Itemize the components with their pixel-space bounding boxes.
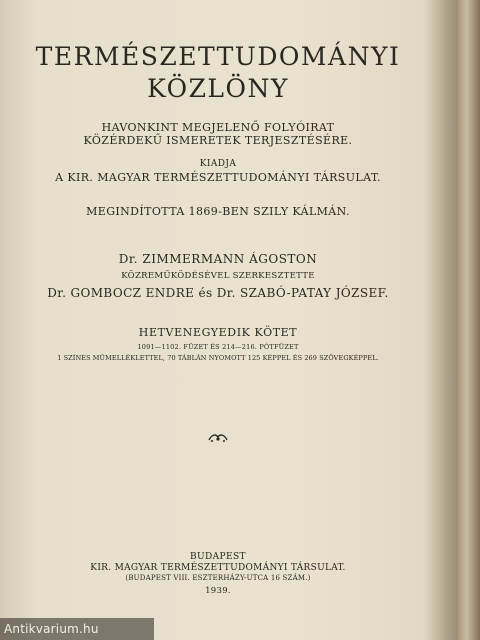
volume-issues: 1091—1102. FÜZET ÉS 214—216. PÓTFÜZET <box>137 343 299 351</box>
editor-role: KÖZREMŰKÖDÉSÉVEL SZERKESZTETTE <box>121 271 315 281</box>
title-line-2: KÖZLÖNY <box>147 74 289 103</box>
co-editors: Dr. GOMBOCZ ENDRE és Dr. SZABÓ-PATAY JÓZSEF. <box>47 286 389 300</box>
publisher-name: A KIR. MAGYAR TERMÉSZETTUDOMÁNYI TÁRSULAT. <box>55 171 381 184</box>
ornament-icon <box>206 430 230 444</box>
watermark-label: Antikvarium.hu <box>0 618 154 640</box>
title-page <box>8 0 428 640</box>
imprint-city: BUDAPEST <box>190 552 246 562</box>
subtitle-line-2: KÖZÉRDEKŰ ISMERETEK TERJESZTÉSÉRE. <box>83 134 353 147</box>
chief-editor: Dr. ZIMMERMANN ÁGOSTON <box>118 252 318 266</box>
imprint-address: (BUDAPEST VIII. ESZTERHÁZY-UTCA 16 SZÁM.) <box>125 574 311 582</box>
imprint-year: 1939. <box>205 586 231 596</box>
title-line-1: TERMÉSZETTUDOMÁNYI <box>35 42 401 71</box>
volume-illustrations: 1 SZÍNES MŰMELLÉKLETTEL, 70 TÁBLÁN NYOMOTT 125 KÉPPEL ÉS 269 SZÖVEGKÉPPEL. <box>57 354 379 362</box>
imprint-publisher: KIR. MAGYAR TERMÉSZETTUDOMÁNYI TÁRSULAT. <box>90 563 346 573</box>
subtitle-line-1: HAVONKINT MEGJELENŐ FOLYÓIRAT <box>101 121 335 134</box>
volume-title: HETVENEGYEDIK KÖTET <box>138 326 298 339</box>
publisher-intro: KIADJA <box>199 159 237 169</box>
founded-note: MEGINDÍTOTTA 1869-BEN SZILY KÁLMÁN. <box>86 205 350 218</box>
page-edge <box>458 0 480 640</box>
